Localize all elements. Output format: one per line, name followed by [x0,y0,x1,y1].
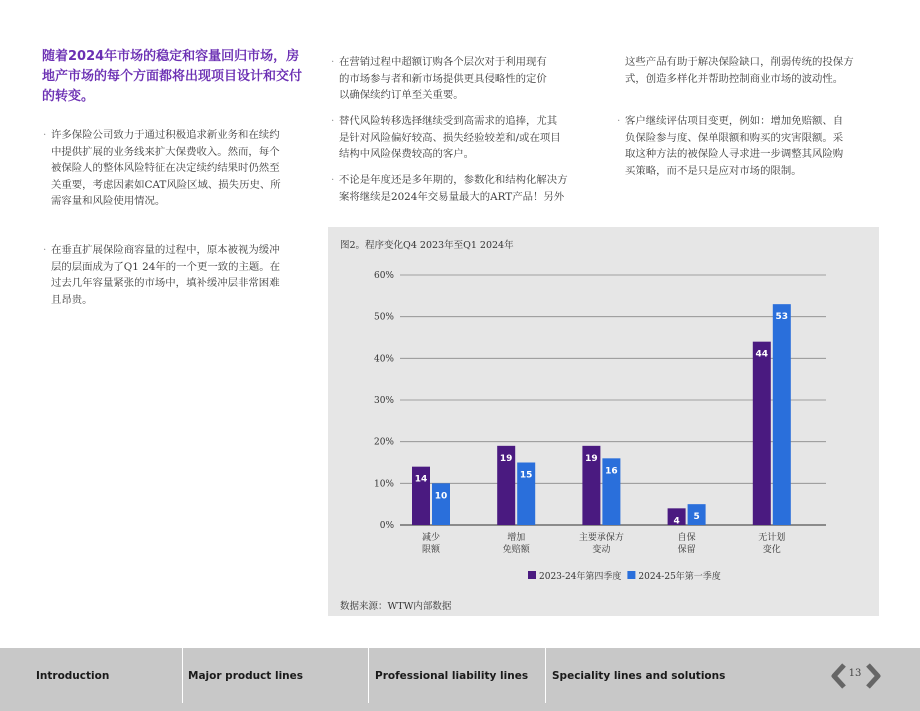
data-label: 15 [519,470,533,481]
x-tick-label: 变动 [592,545,611,555]
bar [432,483,450,525]
data-label: 44 [755,349,769,360]
y-tick-label: 10% [373,479,394,490]
col2-paragraph-2 [331,113,589,163]
nav-introduction[interactable]: Introduction [36,670,110,682]
y-tick-label: 20% [373,437,394,448]
data-label: 4 [673,516,680,527]
nav-divider [368,648,369,703]
data-label: 14 [414,474,428,485]
legend-swatch [627,571,635,579]
bullet-dot: · [617,115,621,127]
col1-paragraph-2 [43,242,301,308]
data-label: 16 [605,466,618,477]
chevron-left-icon[interactable] [834,665,844,687]
chart-title: 图2。程序变化Q4 2023年至Q1 2024年 [340,240,514,251]
footer-nav-bar [0,648,920,711]
bullet-dot: · [43,129,47,141]
line: 过去几年容量紧张的市场中，填补缓冲层非常困难 [51,277,280,289]
line: 层的层面成为了Q1 24年的一个更一致的主题。在 [51,260,281,273]
chart-panel [328,227,879,616]
col3-paragraph-2 [617,113,875,179]
y-tick-label: 50% [373,312,394,323]
x-tick-label: 限额 [421,545,441,555]
line: 需容量和风险使用情况。 [51,195,166,207]
nav-speciality-lines[interactable]: Speciality lines and solutions [552,670,726,682]
line: 式，创造多样化并帮助控制商业市场的波动性。 [625,72,844,85]
line: 以确保续约订单至关重要。 [339,89,464,101]
line: 中提供扩展的业务线来扩大保费收入。然而，每个 [51,145,280,158]
data-label: 5 [693,512,700,523]
x-tick-label: 减少 [421,533,441,543]
legend-swatch [528,571,536,579]
nav-major-product-lines[interactable]: Major product lines [188,670,304,682]
line: 结构中风险保费较高的客户。 [339,148,475,160]
section-heading: 随着2024年市场的稳定和容量回归市场，房地产市场的每个方面都将出现项目设计和交付的转变。 [42,49,303,104]
nav-divider [545,648,546,703]
line: 是针对风险偏好较高、损失经验较差和/或在项目 [339,131,561,144]
x-tick-label: 主要承保方 [578,533,624,543]
line: 的市场参与者和新市场提供更具侵略性的定价 [339,72,547,85]
bullet-dot: · [331,115,335,127]
x-tick-label: 增加 [507,533,526,543]
y-tick-label: 40% [373,354,394,365]
line: 买策略，而不是只是应对市场的限制。 [625,164,802,177]
bar [753,342,771,525]
chevron-right-icon[interactable] [868,665,878,687]
y-tick-label: 30% [373,396,394,406]
bullet-dot: · [331,56,335,68]
legend-label: 2023-24年第四季度 [539,572,622,582]
col1-paragraph-1 [43,127,301,210]
line: 且昂贵。 [51,293,93,306]
line: 在营销过程中超额订购各个层次对于利用现有 [339,56,547,68]
line: 被保险人的整体风险特征在决定续约结果时仍然至 [51,162,280,174]
x-tick-label: 免赔额 [502,545,530,555]
line: 取这种方法的被保险人寻求进一步调整其风险购 [625,148,844,160]
x-tick-label: 无计划 [758,533,786,543]
data-label: 10 [434,491,448,502]
line: 替代风险转移选择继续受到高需求的追捧，尤其 [339,115,558,127]
x-tick-label: 自保 [677,533,696,543]
line: 案将继续是2024年交易量最大的ART产品！另外 [339,190,565,203]
line: 这些产品有助于解决保险缺口，削弱传统的投保方 [625,56,854,68]
line: 关重要，考虑因素如CAT风险区域、损失历史、所 [51,178,281,191]
col3-paragraph-1 [625,54,875,87]
bullet-dot: · [331,174,335,186]
legend-label: 2024-25年第一季度 [638,572,721,582]
page-number: 13 [848,668,862,679]
x-tick-label: 变化 [762,545,781,555]
line: 在垂直扩展保险商容量的过程中，原本被视为缓冲 [51,244,280,256]
y-tick-label: 0% [379,521,394,531]
x-tick-label: 保留 [677,545,696,555]
data-label: 19 [585,453,598,464]
y-tick-label: 60% [373,271,394,281]
nav-divider [182,648,183,703]
data-label: 19 [499,453,513,464]
nav-professional-liability-lines[interactable]: Professional liability lines [375,670,529,682]
bullet-dot: · [43,244,47,256]
chart-source: 数据来源：WTW内部数据 [340,601,452,612]
line: 负保险参与度、保单限额和购买的灾害限额。采 [625,131,844,144]
line: 客户继续评估项目变更，例如：增加免赔额、自 [625,115,844,127]
line: 不论是年度还是多年期的，参数化和结构化解决方 [339,174,568,186]
data-label: 53 [775,312,789,323]
bar-chart [328,227,879,616]
col2-paragraph-1 [331,54,589,104]
line: 许多保险公司致力于通过积极追求新业务和在续约 [51,129,280,141]
bar [773,304,791,525]
col2-paragraph-3 [331,172,589,205]
